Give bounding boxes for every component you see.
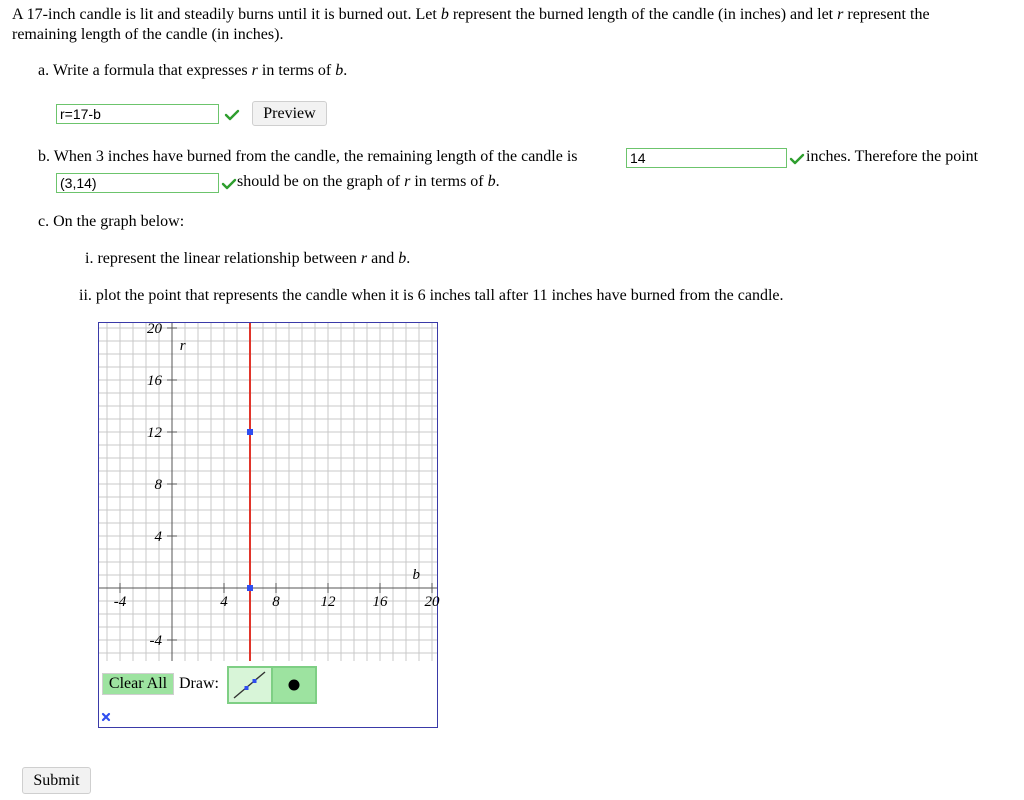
part-c-item-ii: ii. plot the point that represents the candle when it is 6 inches tall after 11 inches have burned from the candle. [79,287,784,304]
correct-check-icon [222,178,236,190]
y-tick-label: -4 [149,633,162,649]
submit-button[interactable]: Submit [22,767,91,794]
y-axis-label: r [179,338,186,355]
x-tick-label: 12 [320,594,336,610]
x-tick-label: 16 [372,594,388,610]
preview-button[interactable]: Preview [252,101,327,126]
drawn-objects[interactable] [247,323,253,661]
intro-text-4: remaining length of the candle (in inches). [12,26,284,43]
x-tick-label: 20 [424,594,440,610]
line-handle-point [247,585,253,591]
point-tool-button[interactable] [271,666,317,704]
var-r: r [837,6,844,23]
part-b-after-length: inches. Therefore the point [806,148,979,165]
y-tick-label: 20 [147,321,162,337]
x-tick-label: -4 [113,594,127,610]
graph-panel [98,322,438,728]
part-b-prompt: b. When 3 inches have burned from the candle, the remaining length of the candle is [38,148,578,165]
line-tool-icon [229,668,271,702]
y-tick-label: 12 [147,425,162,441]
clear-all-button[interactable]: Clear All [102,673,174,695]
formula-input[interactable] [56,104,219,124]
point-input[interactable] [56,173,219,193]
coordinate-graph[interactable] [99,321,440,661]
delete-icon[interactable] [101,712,111,722]
correct-check-icon [790,153,804,165]
line-tool-button[interactable] [227,666,273,704]
y-tick-label: 8 [154,477,162,493]
point-tool-icon [273,668,315,702]
tick-labels [114,321,440,649]
part-c-heading: c. On the graph below: [38,213,185,230]
x-tick-label: 8 [272,594,280,610]
x-tick-label: 4 [220,594,228,610]
var-b: b [440,6,449,23]
y-tick-label: 4 [154,529,162,545]
y-tick-label: 16 [147,373,162,389]
part-c-item-i: i. represent the linear relationship between r and b. [85,250,411,267]
intro-text-1: A 17-inch candle is lit and steadily burns until it is burned out. Let [12,6,441,23]
part-a-prompt: a. Write a formula that expresses r in terms of b. [38,62,348,79]
line-handle-point [247,429,253,435]
draw-label: Draw: [179,675,219,692]
x-axis-label: b [412,567,420,583]
correct-check-icon [225,109,239,121]
remaining-length-input[interactable] [626,148,787,168]
problem-statement [12,5,1012,45]
intro-text-3: represent the [843,6,930,23]
intro-text-2: represent the burned length of the candle (in inches) and let [448,6,838,23]
part-b-after-point: should be on the graph of r in terms of b. [237,173,500,190]
